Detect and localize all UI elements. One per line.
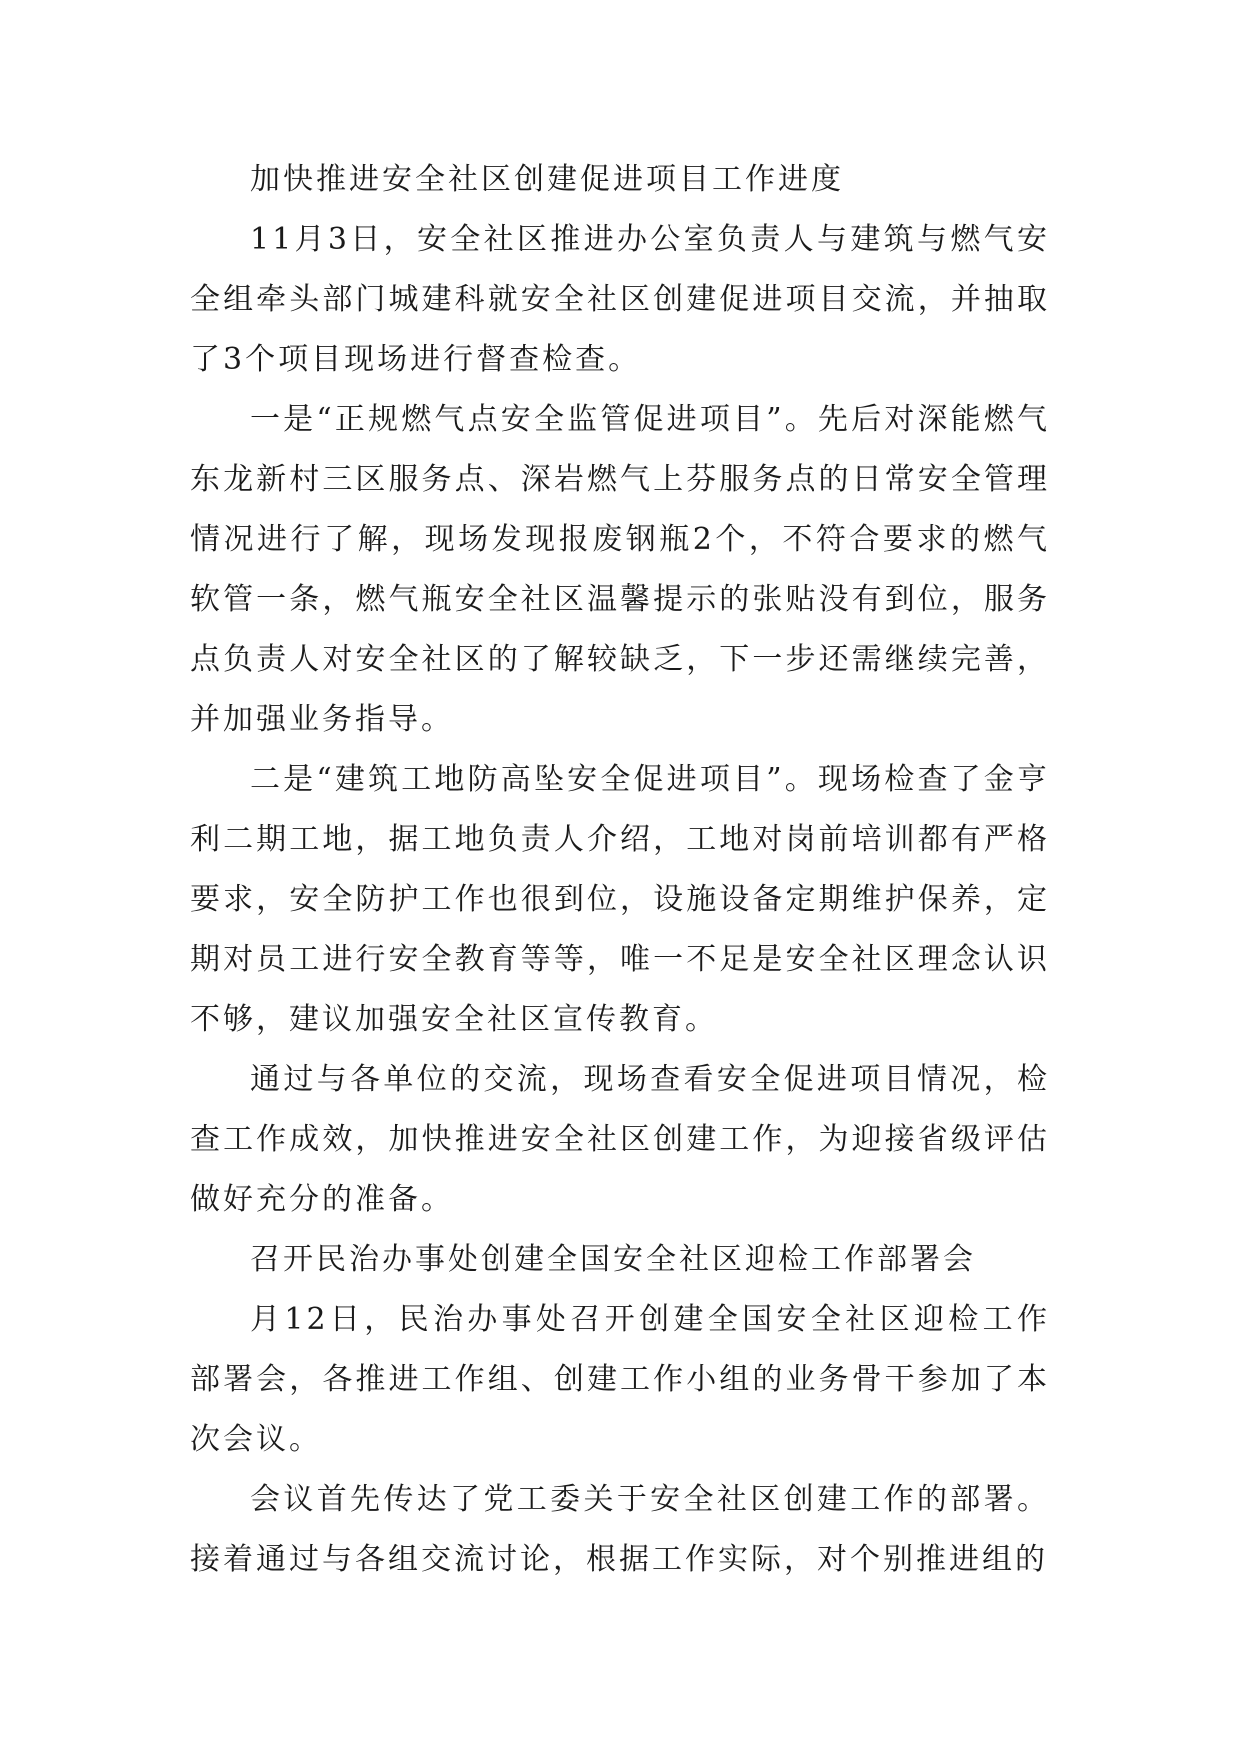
paragraph-1: 11月3日，安全社区推进办公室负责人与建筑与燃气安全组牵头部门城建科就安全社区创建促进项目交流，并抽取了3个项目现场进行督查检查。 [190,222,1050,377]
paragraph-2: 一是“正规燃气点安全监管促进项目”。先后对深能燃气东龙新村三区服务点、深岩燃气上芬服务点的日常安全管理情况进行了解，现场发现报废钢瓶2个，不符合要求的燃气软管一条，燃气瓶安全社区温馨提示的张贴没有到位，服务点负责人对安全社区的了解较缺乏，下一步还需继续完善，并加强业务指导。 [190,402,1050,737]
paragraph-3: 二是“建筑工地防高坠安全促进项目”。现场检查了金亨利二期工地，据工地负责人介绍，工地对岗前培训都有严格要求，安全防护工作也很到位，设施设备定期维护保养，定期对员工进行安全教育等等，唯一不足是安全社区理念认识不够，建议加强安全社区宣传教育。 [190,762,1050,1037]
paragraph-6: 会议首先传达了党工委关于安全社区创建工作的部署。接着通过与各组交流讨论，根据工作实际，对个别推进组的 [190,1482,1050,1577]
section-heading-1: 加快推进安全社区创建促进项目工作进度 [250,162,844,197]
paragraph-4: 通过与各单位的交流，现场查看安全促进项目情况，检查工作成效，加快推进安全社区创建工作，为迎接省级评估做好充分的准备。 [190,1062,1050,1217]
document-body [190,150,1050,1590]
paragraph-5: 月12日，民治办事处召开创建全国安全社区迎检工作部署会，各推进工作组、创建工作小组的业务骨干参加了本次会议。 [190,1302,1050,1457]
section-heading-2: 召开民治办事处创建全国安全社区迎检工作部署会 [250,1242,976,1277]
